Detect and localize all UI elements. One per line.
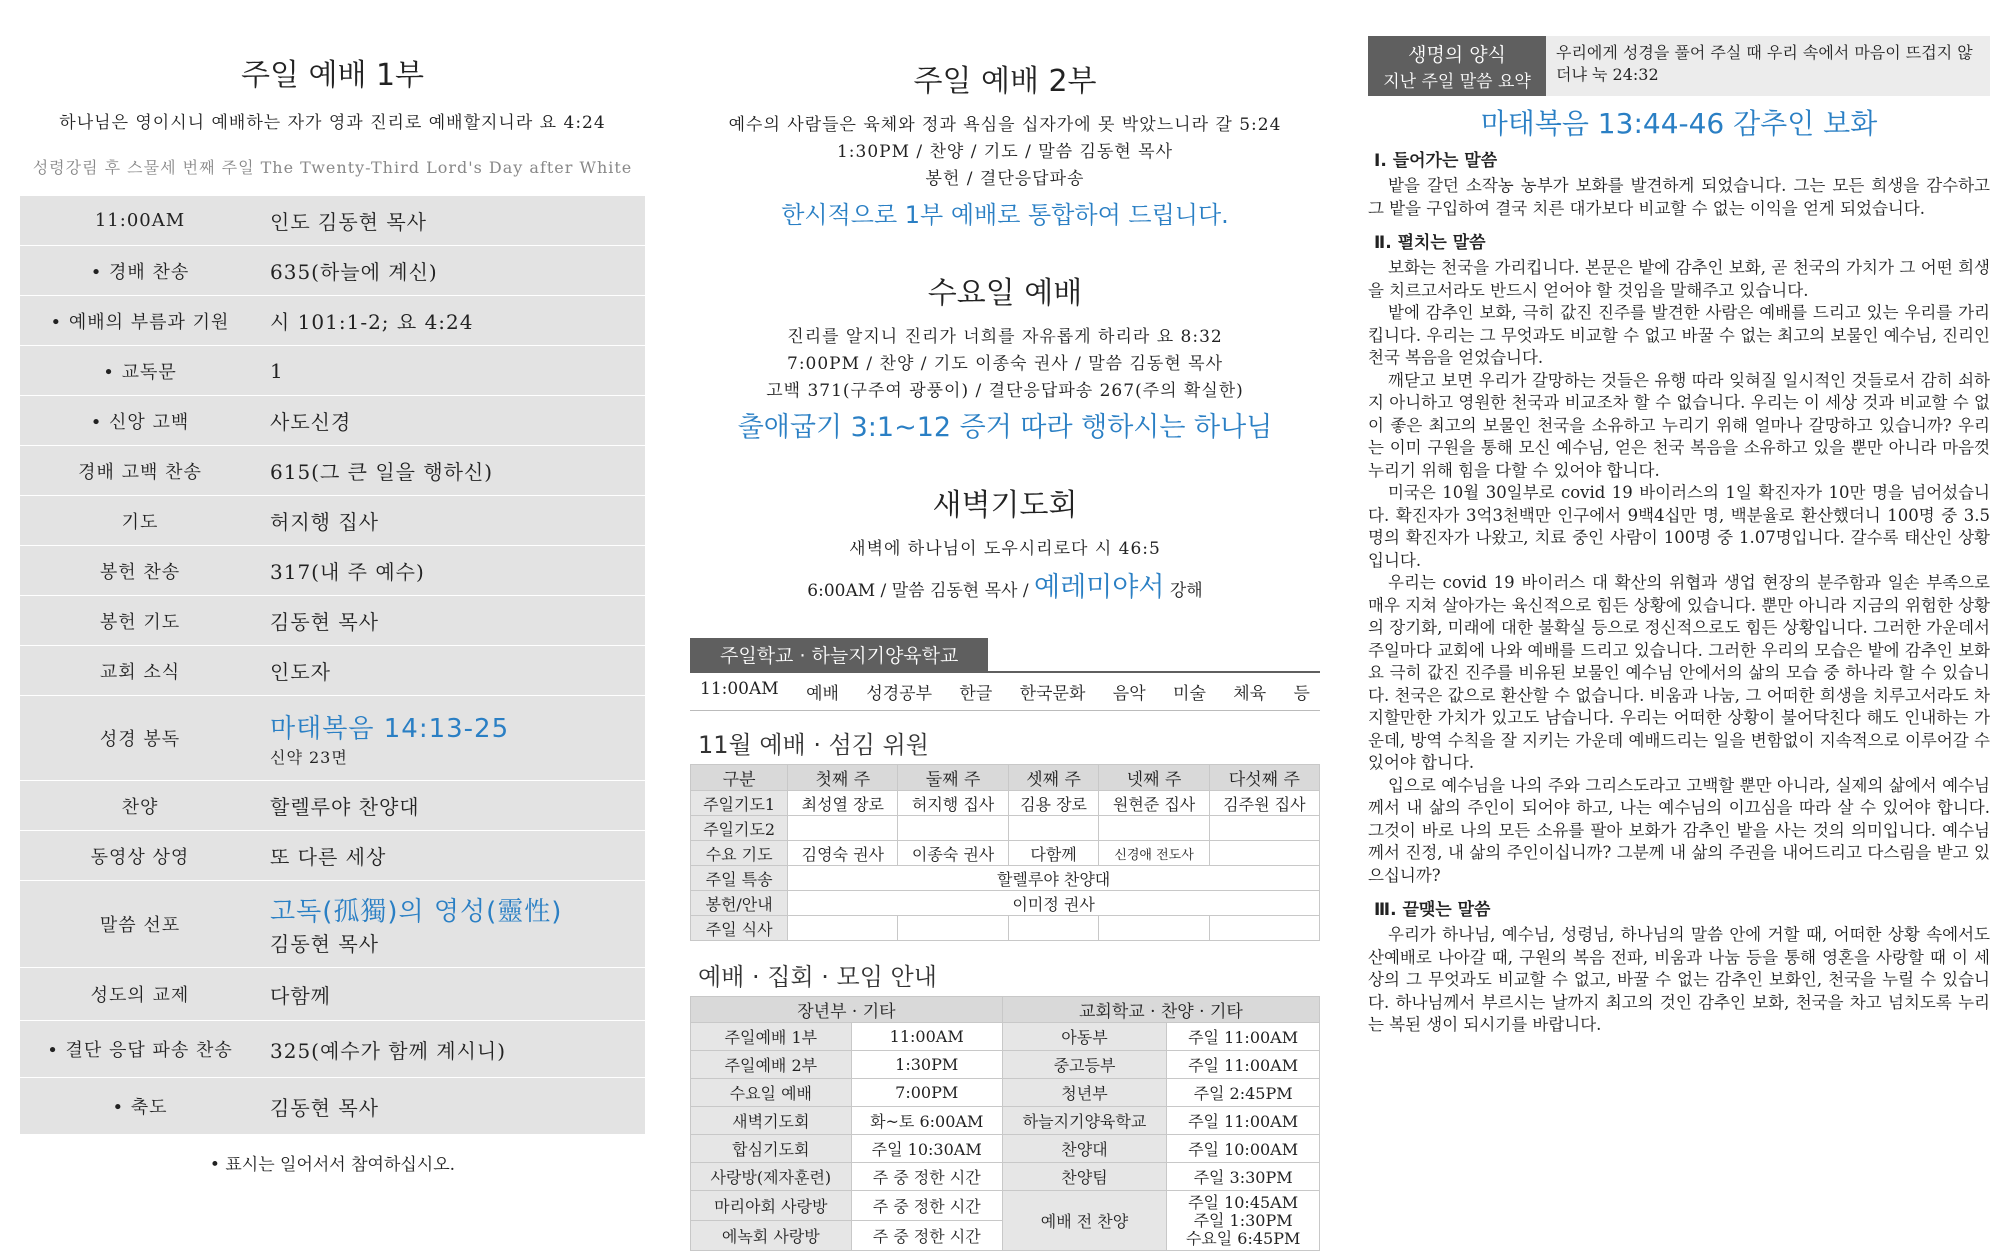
section-heading: Ⅰ. 들어가는 말씀 (1374, 151, 1498, 171)
table-cell (1209, 841, 1319, 866)
table-row (691, 866, 1320, 891)
scripture-reading-row (20, 696, 645, 780)
first-service-verse: 하나님은 영이시니 예배하는 자가 영과 진리로 예배할지니라 요 4:24 (59, 113, 606, 133)
meeting-name: 찬양대 (1002, 1135, 1166, 1163)
table-cell (788, 916, 898, 941)
other-services-column (690, 0, 1320, 1251)
table-cell (898, 816, 1008, 841)
order-row (20, 246, 645, 295)
sunday-school-section (690, 638, 1320, 711)
school-item: 미술 (1173, 684, 1206, 704)
meeting-name: 합심기도회 (691, 1135, 852, 1163)
first-service-column (20, 0, 645, 1175)
meeting-name: 중고등부 (1002, 1051, 1166, 1079)
table-cell: 김영숙 권사 (788, 841, 898, 866)
order-row (20, 596, 645, 645)
dawn-time: 6:00AM / 말씀 김동현 목사 / (807, 581, 1029, 601)
order-value: 시 101:1-2; 요 4:24 (270, 310, 474, 334)
table-row (691, 841, 1320, 866)
table-cell (1008, 816, 1099, 841)
meeting-time: 주일 10:00AM (1167, 1135, 1320, 1163)
table-cell: 최성열 장로 (788, 791, 898, 816)
scripture-page: 신약 23면 (270, 748, 348, 767)
summary-tag (1368, 36, 1546, 96)
order-label: 찬양 (121, 796, 159, 818)
column-header: 셋째 주 (1008, 765, 1099, 791)
column-header: 첫째 주 (788, 765, 898, 791)
row-label: 주일 특송 (691, 866, 788, 891)
meeting-time: 주 중 정한 시간 (851, 1163, 1002, 1191)
order-value: 317(내 주 예수) (270, 560, 425, 584)
column-header: 다섯째 주 (1209, 765, 1319, 791)
wednesday-hymns: 고백 371(구주여 광풍이) / 결단응답파송 267(주의 확실한) (766, 381, 1244, 401)
order-label: 11:00AM (94, 210, 186, 231)
order-label: 교회 소식 (99, 661, 181, 683)
table-row (691, 1135, 1320, 1163)
table-cell: 허지행 집사 (898, 791, 1008, 816)
order-label: 성도의 교제 (90, 985, 190, 1006)
second-service-order: 1:30PM / 찬양 / 기도 / 말씀 김동현 목사 (836, 142, 1174, 162)
school-item: 예배 (806, 684, 839, 704)
meeting-time: 수요일 6:45PM (1185, 1228, 1301, 1248)
meeting-name: 청년부 (1002, 1079, 1166, 1107)
paragraph: 우리는 covid 19 바이러스 대 확산의 위협과 생업 현장의 분주함과 일손 부족으로 매우 지쳐 살아가는 육신적으로 힘든 상황에 있습니다. 뿐만 아니라 지금의 위험한 상황의 장기화, 미래에 대한 불확실 등으로 정신적으로도 힘든 상황입니다. 그러한 가운데서 주일마다 교회에 나와 예배를 드리고 있습니다. 그러한 우리의 모습은 밭에 감추인 보화요 극히 값진 진주를 비유된 보물인 예수님 안에서의 삶의 모습 중 하나라 할 수 있습니다. 천국은 값으로 환산할 수 없습니다. 비움과 나눔, 그 어떠한 희생을 치루고서라도 차지할만한 가치가 있고도 남습니다. 우리는 어떠한 상황이 불어닥친다 해도 인내하는 가운데, 방역 수칙을 잘 지키는 가운데 예배드리는 일을 변함없이 지속적으로 이루어갈 수 있어야 합니다. (1368, 573, 1990, 772)
meeting-time: 주일 10:30AM (851, 1135, 1002, 1163)
meeting-time: 주 중 정한 시간 (851, 1191, 1002, 1221)
table-cell (1209, 816, 1319, 841)
paragraph: 우리가 하나님, 예수님, 성령님, 하나님의 말씀 안에 거할 때, 어떠한 상황 속에서도 산예배로 나아갈 때, 구원의 복음 전파, 비움과 나눔 등을 통해 영혼을 사랑할 때 이 세상의 그 무엇과도 비교할 수 없고, 바꿀 수 없는 감추인 보화인, 천국을 누릴 수 있습니다. 하나님께서 부르시는 날까지 최고의 것인 감추인 보화, 천국을 차고 넘치도록 누리는 복된 생이 되시기를 바랍니다. (1368, 925, 1990, 1034)
row-label: 수요 기도 (691, 841, 788, 866)
paragraph: 미국은 10월 30일부로 covid 19 바이러스의 1일 확진자가 10만 명을 넘어섰습니다. 확진자가 3억3천백만 인구에서 9백4십만 명, 백분율로 환산했더니 100명 중 3.5명의 확진자가 나왔고, 치료 중인 사람이 100명 중 1.07명입니다. 갈수록 태산인 상황입니다. (1368, 483, 1990, 570)
order-row (20, 781, 645, 830)
table-row (691, 891, 1320, 916)
order-label: 성경 봉독 (99, 729, 181, 750)
duty-roster-title: 11월 예배 · 섬김 위원 (698, 731, 929, 759)
order-value: 사도신경 (270, 410, 352, 434)
second-service-verse: 예수의 사람들은 육체와 정과 욕심을 십자가에 못 박았느니라 갈 5:24 (728, 115, 1282, 135)
order-label: • 예배의 부름과 기원 (50, 311, 230, 333)
meeting-name: 찬양팀 (1002, 1163, 1166, 1191)
sermon-summary-header (1368, 36, 1990, 96)
school-item: 11:00AM (700, 679, 779, 699)
table-header-row (691, 765, 1320, 791)
meeting-time: 주 중 정한 시간 (851, 1221, 1002, 1251)
order-value: 인도 김동현 목사 (270, 210, 427, 234)
order-label: • 신앙 고백 (90, 411, 190, 433)
table-row (691, 1163, 1320, 1191)
order-row (20, 968, 645, 1020)
meeting-time: 화~토 6:00AM (851, 1107, 1002, 1135)
order-label: 봉헌 기도 (99, 611, 181, 633)
order-label: 동영상 상영 (90, 846, 190, 868)
table-cell: 이미정 권사 (788, 891, 1320, 916)
dawn-suffix: 강해 (1169, 581, 1203, 601)
order-row (20, 296, 645, 345)
duty-roster-table (690, 764, 1320, 941)
row-label: 봉헌/안내 (691, 891, 788, 916)
paragraph: 밭을 갈던 소작농 농부가 보화를 발견하게 되었습니다. 그는 모든 희생을 감수하고 그 밭을 구입하여 결국 치른 대가보다 비교할 수 없는 이익을 얻게 되었습니다. (1368, 176, 1990, 218)
school-item: 등 (1293, 684, 1310, 704)
table-cell: 김주원 집사 (1209, 791, 1319, 816)
table-row (691, 1191, 1320, 1221)
column-header: 교회학교 · 찬양 · 기타 (1002, 997, 1319, 1023)
row-label: 주일기도1 (691, 791, 788, 816)
order-value: 또 다른 세상 (270, 845, 387, 869)
first-service-title: 주일 예배 1부 (240, 58, 425, 93)
school-item: 체육 (1233, 684, 1267, 704)
meeting-time: 주일 11:00AM (1167, 1023, 1320, 1051)
row-label: 주일기도2 (691, 816, 788, 841)
order-row (20, 831, 645, 880)
meeting-time: 1:30PM (851, 1051, 1002, 1079)
order-value: 325(예수가 함께 계시니) (270, 1038, 507, 1063)
order-label: • 교독문 (103, 361, 177, 383)
table-cell (788, 816, 898, 841)
table-row (691, 1107, 1320, 1135)
sunday-school-header: 주일학교 · 하늘지기양육학교 (690, 638, 988, 671)
order-value: 인도자 (270, 660, 331, 684)
order-label: • 결단 응답 파송 찬송 (47, 1040, 233, 1061)
meeting-time: 주일 11:00AM (1167, 1107, 1320, 1135)
meeting-name: 사랑방(제자훈련) (691, 1163, 852, 1191)
summary-tag-subtitle: 지난 주일 말씀 요약 (1383, 72, 1531, 92)
meeting-time: 주일 3:30PM (1167, 1163, 1320, 1191)
table-cell (1099, 816, 1209, 841)
dawn-order (690, 565, 1320, 604)
meeting-name: 새벽기도회 (691, 1107, 852, 1135)
order-of-worship (20, 196, 645, 1134)
meeting-time: 주일 10:45AM (1188, 1192, 1299, 1212)
paragraph: 입으로 예수님을 나의 주와 그리스도라고 고백할 뿐만 아니라, 실제의 삶에서 예수님께서 내 삶의 주인이 되어야 하고, 나는 예수님의 이끄심을 따라 살 수 있어야 합니다. 그것이 바로 나의 모든 소유를 팔아 보화가 감추인 밭을 사는 것의 의미입니다. 예수님께서 진정, 내 삶의 주인이십니까? 그분께 내 삶의 주권을 내어드리고 다스림을 받고 있으십니까? (1368, 775, 1990, 885)
second-service-notice: 한시적으로 1부 예배로 통합하여 드립니다. (781, 201, 1229, 229)
meeting-time: 11:00AM (851, 1023, 1002, 1051)
order-row (20, 446, 645, 495)
school-item: 음악 (1112, 684, 1146, 704)
order-label: 봉헌 찬송 (99, 561, 181, 583)
order-row (20, 346, 645, 395)
row-label: 주일 식사 (691, 916, 788, 941)
dawn-book: 예레미야서 (1034, 572, 1165, 603)
paragraph: 밭에 감추인 보화, 극히 값진 진주를 발견한 사람은 예배를 드리고 있는 우리를 가리킵니다. 우리는 그 무엇과도 비교할 수 없고 바꿀 수 없는 최고의 보물인 예수님, 진리인 천국 복음을 얻었습니다. (1368, 303, 1990, 367)
scripture-reference: 마태복음 14:13-25 (270, 714, 510, 744)
school-item: 성경공부 (866, 684, 933, 704)
order-row (20, 546, 645, 595)
order-row (20, 1021, 645, 1077)
order-row (20, 496, 645, 545)
order-label: 경배 고백 찬송 (78, 461, 202, 483)
table-header-row (691, 997, 1320, 1023)
summary-quote: 우리에게 성경을 풀어 주실 때 우리 속에서 마음이 뜨겁지 않더냐 눅 24:32 (1556, 43, 1973, 84)
order-row (20, 1078, 645, 1134)
table-row (691, 916, 1320, 941)
meeting-name: 주일예배 1부 (691, 1023, 852, 1051)
sunday-school-subjects (690, 673, 1320, 711)
order-value: 1 (270, 358, 284, 383)
table-cell: 할렐루야 찬양대 (788, 866, 1320, 891)
table-cell: 다함께 (1008, 841, 1099, 866)
column-header: 장년부 · 기타 (691, 997, 1003, 1023)
table-row (691, 816, 1320, 841)
order-value: 할렐루야 찬양대 (270, 795, 420, 819)
school-item: 한글 (959, 684, 993, 704)
order-value: 615(그 큰 일을 행하신) (270, 460, 494, 484)
sermon-row (20, 881, 645, 967)
table-row (691, 1079, 1320, 1107)
second-service-title: 주일 예배 2부 (913, 64, 1097, 99)
table-cell: 김용 장로 (1008, 791, 1099, 816)
table-cell: 원현준 집사 (1099, 791, 1209, 816)
meeting-time: 주일 11:00AM (1167, 1051, 1320, 1079)
meeting-time: 주일 1:30PM (1193, 1210, 1293, 1230)
order-label: 말씀 선포 (99, 915, 181, 936)
summary-title: 마태복음 13:44-46 감추인 보화 (1480, 107, 1878, 140)
meeting-name: 에녹회 사랑방 (691, 1221, 852, 1251)
praise-times (1167, 1191, 1320, 1251)
order-value: 다함께 (270, 983, 331, 1008)
second-service-order-2: 봉헌 / 결단응답파송 (925, 169, 1085, 189)
table-row (691, 791, 1320, 816)
paragraph: 보화는 천국을 가리킵니다. 본문은 밭에 감추인 보화, 곧 천국의 가치가 그 어떤 희생을 치르고서라도 반드시 얻어야 할 것임을 말해주고 있습니다. (1368, 258, 1990, 300)
order-value: 김동현 목사 (270, 610, 379, 634)
wednesday-sermon: 출애굽기 3:1~12 증거 따라 행하시는 하나님 (737, 412, 1273, 443)
meeting-name: 주일예배 2부 (691, 1051, 852, 1079)
order-value: 허지행 집사 (270, 510, 379, 534)
order-label: 기도 (121, 511, 159, 533)
meeting-name: 아동부 (1002, 1023, 1166, 1051)
column-header: 둘째 주 (898, 765, 1008, 791)
order-label: • 축도 (112, 1097, 168, 1118)
meeting-time: 주일 2:45PM (1167, 1079, 1320, 1107)
column-header: 넷째 주 (1099, 765, 1209, 791)
dawn-verse: 새벽에 하나님이 도우시리로다 시 46:5 (849, 539, 1161, 559)
summary-tag-title: 생명의 양식 (1408, 44, 1506, 66)
table-cell: 이종숙 권사 (898, 841, 1008, 866)
section-heading: Ⅱ. 펼치는 말씀 (1374, 233, 1486, 253)
meeting-name: 예배 전 찬양 (1002, 1191, 1166, 1251)
column-header: 구분 (691, 765, 788, 791)
wednesday-service-title: 수요일 예배 (927, 276, 1083, 311)
wednesday-verse: 진리를 알지니 진리가 너희를 자유롭게 하리라 요 8:32 (787, 327, 1223, 347)
order-row (20, 196, 645, 245)
meetings-title: 예배 · 집회 · 모임 안내 (698, 963, 937, 991)
order-value: 635(하늘에 계신) (270, 260, 438, 284)
school-item: 한국문화 (1019, 684, 1086, 704)
order-label: • 경배 찬송 (90, 261, 190, 283)
preacher: 김동현 목사 (270, 932, 379, 956)
sermon-summary-column (1368, 0, 1990, 1037)
meeting-time: 7:00PM (851, 1079, 1002, 1107)
section-heading: Ⅲ. 끝맺는 말씀 (1374, 900, 1491, 920)
table-row (691, 1023, 1320, 1051)
liturgical-day: 성령강림 후 스물세 번째 주일 The Twenty-Third Lord's Day after White (32, 158, 633, 177)
order-value: 김동현 목사 (270, 1095, 379, 1120)
sermon-title: 고독(孤獨)의 영성(靈性) (270, 897, 563, 927)
meeting-name: 마리아회 사랑방 (691, 1191, 852, 1221)
standing-footnote: • 표시는 일어서서 참여하십시오. (209, 1155, 456, 1175)
dawn-prayer-title: 새벽기도회 (932, 488, 1078, 523)
table-cell: 신경애 전도사 (1099, 841, 1209, 866)
meeting-name: 수요일 예배 (691, 1079, 852, 1107)
order-row (20, 646, 645, 695)
wednesday-order: 7:00PM / 찬양 / 기도 이종숙 권사 / 말씀 김동현 목사 (787, 354, 1223, 374)
meeting-name: 하늘지기양육학교 (1002, 1107, 1166, 1135)
table-row (691, 1051, 1320, 1079)
paragraph: 깨닫고 보면 우리가 갈망하는 것들은 유행 따라 잊혀질 일시적인 것들로서 감히 쇠하지 아니하고 영원한 천국과 비교조차 할 수 없습니다. 우리는 이 세상 것과 비교할 수 없이 좋은 최고의 보물인 천국을 소유하고 누리기 위해 얼마나 갈망하고 있습니까? 우리는 이미 구원을 통해 모신 예수님, 얻은 천국 복음을 소유하고 있을 뿐만 아니라 마음껏 누리기 위해 힘을 다할 수 있어야 합니다. (1368, 370, 1990, 480)
order-row (20, 396, 645, 445)
